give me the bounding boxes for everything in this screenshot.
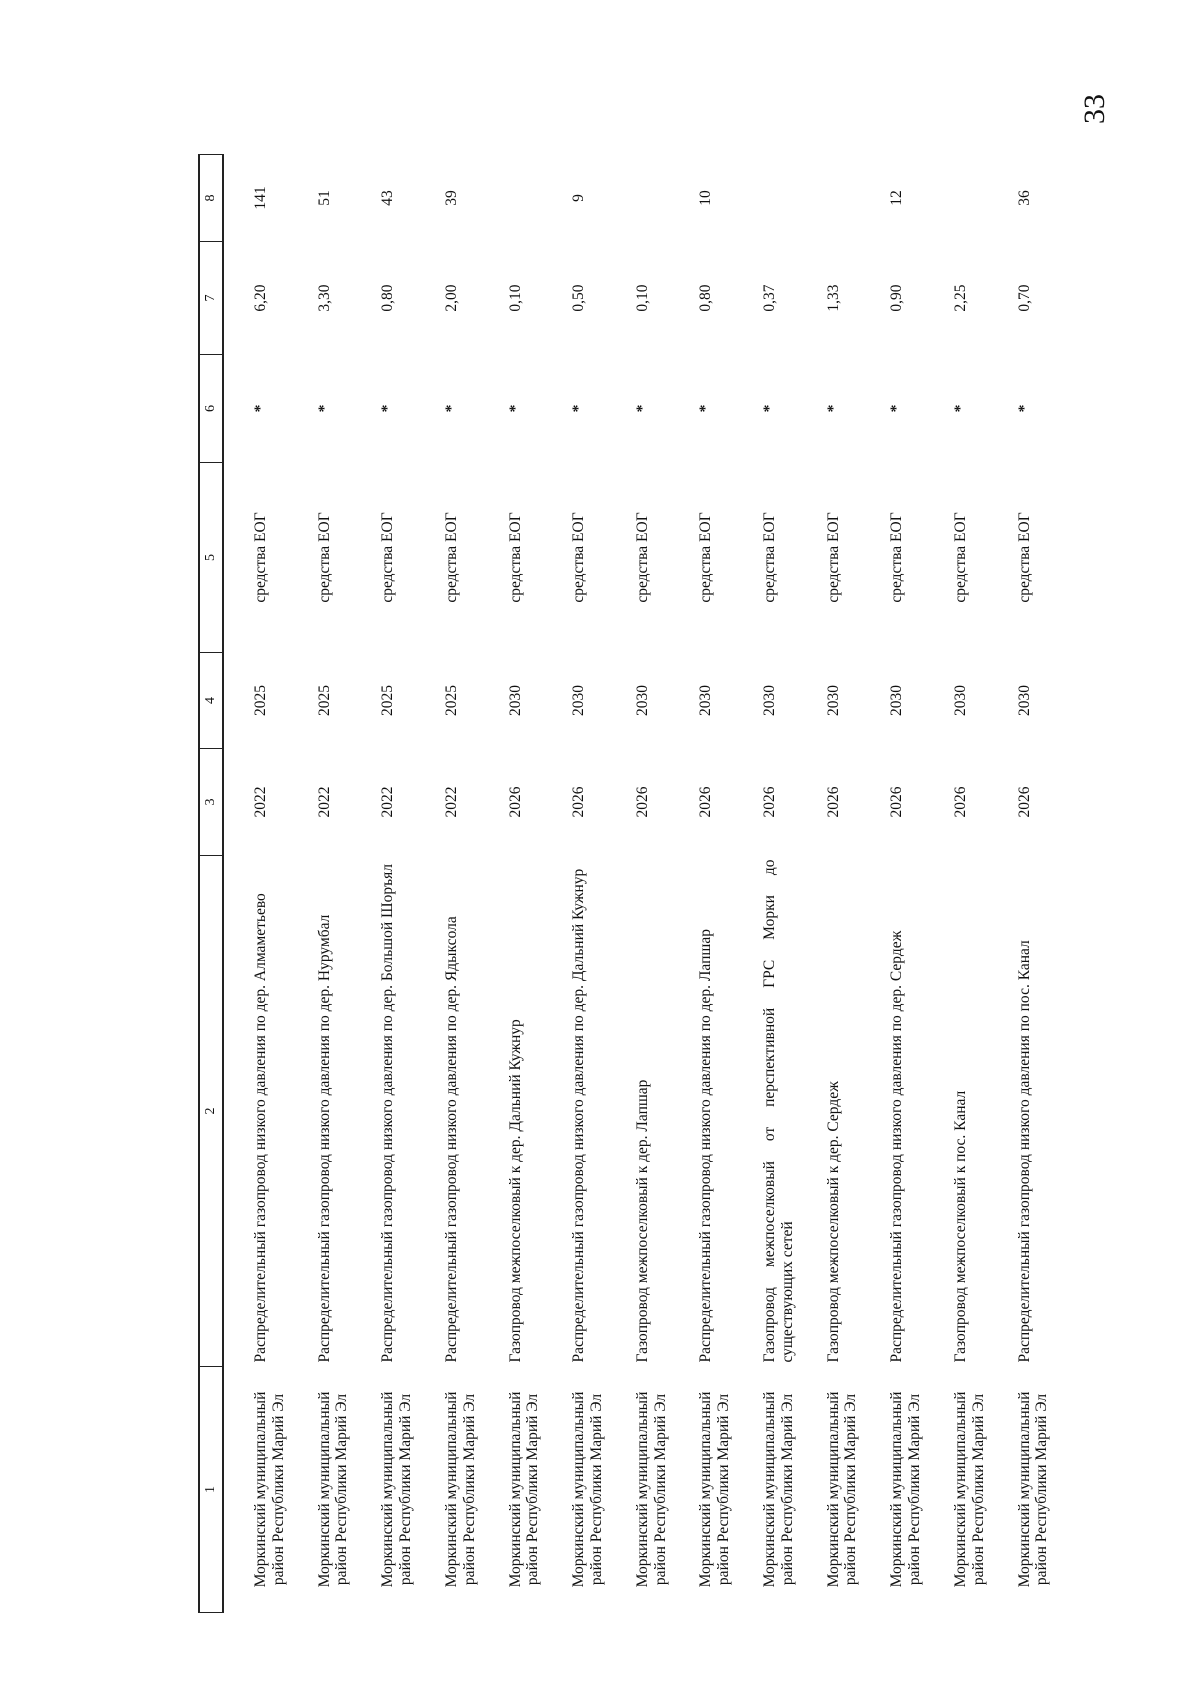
table-row bbox=[606, 155, 670, 1613]
district-cell: Моркинский муниципальный район Республики Марий Эл bbox=[379, 1391, 415, 1588]
start-year-cell: 2026 bbox=[633, 786, 651, 818]
table-row bbox=[223, 155, 288, 1613]
length-cell: 0,70 bbox=[1015, 284, 1033, 312]
marker-cell: * bbox=[506, 404, 524, 413]
count-cell bbox=[606, 155, 670, 242]
district-cell: Моркинский муниципальный район Республики Марий Эл bbox=[761, 1391, 796, 1588]
object-description-cell: Газопровод межпоселковый к дер. Лапшар bbox=[633, 1079, 651, 1363]
length-cell: 0,10 bbox=[633, 284, 651, 312]
funding-source-cell: средства ЕОГ bbox=[379, 512, 397, 603]
district-cell: Моркинский муниципальный район Республики Марий Эл bbox=[442, 1391, 478, 1588]
table-row bbox=[415, 155, 479, 1613]
count-cell bbox=[733, 155, 797, 242]
district-cell: Моркинский муниципальный район Республики Марий Эл bbox=[1015, 1391, 1051, 1588]
count-cell: 141 bbox=[252, 186, 269, 210]
object-description-cell: Распределительный газопровод низкого давления по дер. Лапшар bbox=[697, 929, 715, 1363]
marker-cell: * bbox=[824, 404, 842, 413]
funding-source-cell: средства ЕОГ bbox=[697, 512, 715, 603]
funding-source-cell: средства ЕОГ bbox=[570, 512, 588, 603]
length-cell: 0,50 bbox=[570, 284, 588, 312]
start-year-cell: 2026 bbox=[1015, 786, 1033, 818]
header-col-5: 5 bbox=[199, 463, 223, 653]
end-year-cell: 2030 bbox=[761, 685, 778, 716]
district-cell: Моркинский муниципальный район Республики Марий Эл bbox=[506, 1391, 542, 1588]
start-year-cell: 2026 bbox=[824, 786, 842, 818]
funding-source-cell: средства ЕОГ bbox=[1015, 512, 1033, 603]
end-year-cell: 2030 bbox=[506, 685, 524, 716]
end-year-cell: 2030 bbox=[1015, 685, 1033, 716]
count-cell bbox=[924, 155, 988, 242]
end-year-cell: 2030 bbox=[633, 685, 651, 716]
end-year-cell: 2025 bbox=[252, 685, 269, 716]
header-col-1: 1 bbox=[199, 1367, 223, 1613]
table-row bbox=[542, 155, 606, 1613]
length-cell: 2,25 bbox=[951, 284, 969, 312]
district-cell: Моркинский муниципальный район Республики Марий Эл bbox=[633, 1391, 669, 1588]
marker-cell: * bbox=[633, 404, 651, 413]
start-year-cell: 2022 bbox=[379, 786, 397, 818]
funding-source-cell: средства ЕОГ bbox=[824, 512, 842, 603]
marker-cell: * bbox=[379, 404, 397, 413]
object-description-cell: Распределительный газопровод низкого давления по дер. Большой Шоръял bbox=[379, 863, 397, 1363]
length-cell: 3,30 bbox=[315, 284, 333, 312]
table-row bbox=[288, 155, 352, 1613]
object-description-cell: Газопровод межпоселковый к дер. Сердеж bbox=[824, 1081, 842, 1363]
header-col-2: 2 bbox=[199, 856, 223, 1367]
object-description-cell: Распределительный газопровод низкого давления по дер. Дальний Кужнур bbox=[570, 868, 588, 1363]
length-cell: 6,20 bbox=[252, 284, 269, 312]
end-year-cell: 2030 bbox=[570, 685, 588, 716]
funding-source-cell: средства ЕОГ bbox=[252, 512, 269, 603]
district-cell: Моркинский муниципальный район Республики Марий Эл bbox=[315, 1391, 351, 1588]
length-cell: 0,80 bbox=[697, 284, 715, 312]
end-year-cell: 2030 bbox=[824, 685, 842, 716]
funding-source-cell: средства ЕОГ bbox=[888, 512, 906, 603]
object-description-cell: Распределительный газопровод низкого давления по дер. Алмаметьево bbox=[252, 893, 269, 1363]
count-cell: 36 bbox=[1015, 190, 1033, 206]
funding-source-cell: средства ЕОГ bbox=[761, 512, 778, 603]
marker-cell: * bbox=[570, 404, 588, 413]
marker-cell: * bbox=[252, 404, 269, 413]
start-year-cell: 2026 bbox=[506, 786, 524, 818]
count-cell bbox=[797, 155, 861, 242]
object-description-cell: Распределительный газопровод низкого давления по пос. Канал bbox=[1015, 940, 1033, 1363]
count-cell: 10 bbox=[697, 190, 715, 206]
district-cell: Моркинский муниципальный район Республики Марий Эл bbox=[888, 1391, 924, 1588]
end-year-cell: 2030 bbox=[697, 685, 715, 716]
start-year-cell: 2022 bbox=[252, 786, 269, 818]
object-description-cell: Распределительный газопровод низкого давления по дер. Ядыксола bbox=[442, 916, 460, 1363]
start-year-cell: 2026 bbox=[697, 786, 715, 818]
object-description-cell: Газопровод межпоселковый к пос. Канал bbox=[951, 1090, 969, 1363]
marker-cell: * bbox=[888, 404, 906, 413]
funding-source-cell: средства ЕОГ bbox=[442, 512, 460, 603]
length-cell: 0,80 bbox=[379, 284, 397, 312]
funding-source-cell: средства ЕОГ bbox=[951, 512, 969, 603]
start-year-cell: 2022 bbox=[315, 786, 333, 818]
marker-cell: * bbox=[761, 404, 778, 413]
table-row bbox=[733, 155, 797, 1613]
count-cell: 39 bbox=[442, 190, 460, 206]
table-row bbox=[479, 155, 543, 1613]
header-col-8: 8 bbox=[199, 155, 223, 242]
start-year-cell: 2026 bbox=[951, 786, 969, 818]
end-year-cell: 2025 bbox=[379, 685, 397, 716]
count-cell: 51 bbox=[315, 190, 333, 206]
district-cell: Моркинский муниципальный район Республики Марий Эл bbox=[951, 1391, 987, 1588]
marker-cell: * bbox=[697, 404, 715, 413]
object-description-cell: Распределительный газопровод низкого давления по дер. Сердеж bbox=[888, 930, 906, 1363]
table-row bbox=[797, 155, 861, 1613]
count-cell: 43 bbox=[379, 190, 397, 206]
gas-pipeline-table bbox=[198, 154, 1051, 1613]
funding-source-cell: средства ЕОГ bbox=[633, 512, 651, 603]
count-cell: 12 bbox=[888, 190, 906, 206]
funding-source-cell: средства ЕОГ bbox=[315, 512, 333, 603]
district-cell: Моркинский муниципальный район Республики Марий Эл bbox=[570, 1391, 605, 1588]
table-row bbox=[924, 155, 988, 1613]
end-year-cell: 2025 bbox=[315, 685, 333, 716]
start-year-cell: 2026 bbox=[570, 786, 588, 818]
object-description-cell: Газопровод межпоселковый к дер. Дальний Кужнур bbox=[506, 1019, 524, 1363]
end-year-cell: 2030 bbox=[888, 685, 906, 716]
district-cell: Моркинский муниципальный район Республики Марий Эл bbox=[252, 1391, 287, 1588]
header-col-7: 7 bbox=[199, 242, 223, 355]
rotated-table-container bbox=[198, 163, 1051, 1613]
object-description-cell: Газопровод межпоселковый от перспективной ГРС Морки до существующих сетей bbox=[761, 859, 796, 1363]
marker-cell: * bbox=[315, 404, 333, 413]
marker-cell: * bbox=[1015, 404, 1033, 413]
header-col-6: 6 bbox=[199, 355, 223, 463]
end-year-cell: 2030 bbox=[951, 685, 969, 716]
header-row bbox=[199, 155, 223, 1613]
length-cell: 0,10 bbox=[506, 284, 524, 312]
count-cell: 9 bbox=[570, 194, 588, 202]
district-cell: Моркинский муниципальный район Республики Марий Эл bbox=[824, 1391, 860, 1588]
marker-cell: * bbox=[442, 404, 460, 413]
length-cell: 0,37 bbox=[761, 284, 778, 312]
funding-source-cell: средства ЕОГ bbox=[506, 512, 524, 603]
count-cell bbox=[479, 155, 543, 242]
length-cell: 2,00 bbox=[442, 284, 460, 312]
table-row bbox=[669, 155, 733, 1613]
table-row bbox=[860, 155, 924, 1613]
page-number: 33 bbox=[1078, 94, 1111, 124]
start-year-cell: 2022 bbox=[442, 786, 460, 818]
length-cell: 0,90 bbox=[888, 284, 906, 312]
table-row bbox=[988, 155, 1052, 1613]
header-col-3: 3 bbox=[199, 749, 223, 856]
marker-cell: * bbox=[951, 404, 969, 413]
table-row bbox=[351, 155, 415, 1613]
start-year-cell: 2026 bbox=[761, 786, 778, 818]
district-cell: Моркинский муниципальный район Республики Марий Эл bbox=[697, 1391, 733, 1588]
header-col-4: 4 bbox=[199, 653, 223, 749]
length-cell: 1,33 bbox=[824, 284, 842, 312]
start-year-cell: 2026 bbox=[888, 786, 906, 818]
end-year-cell: 2025 bbox=[442, 685, 460, 716]
object-description-cell: Распределительный газопровод низкого давления по дер. Нурумбал bbox=[315, 914, 333, 1363]
